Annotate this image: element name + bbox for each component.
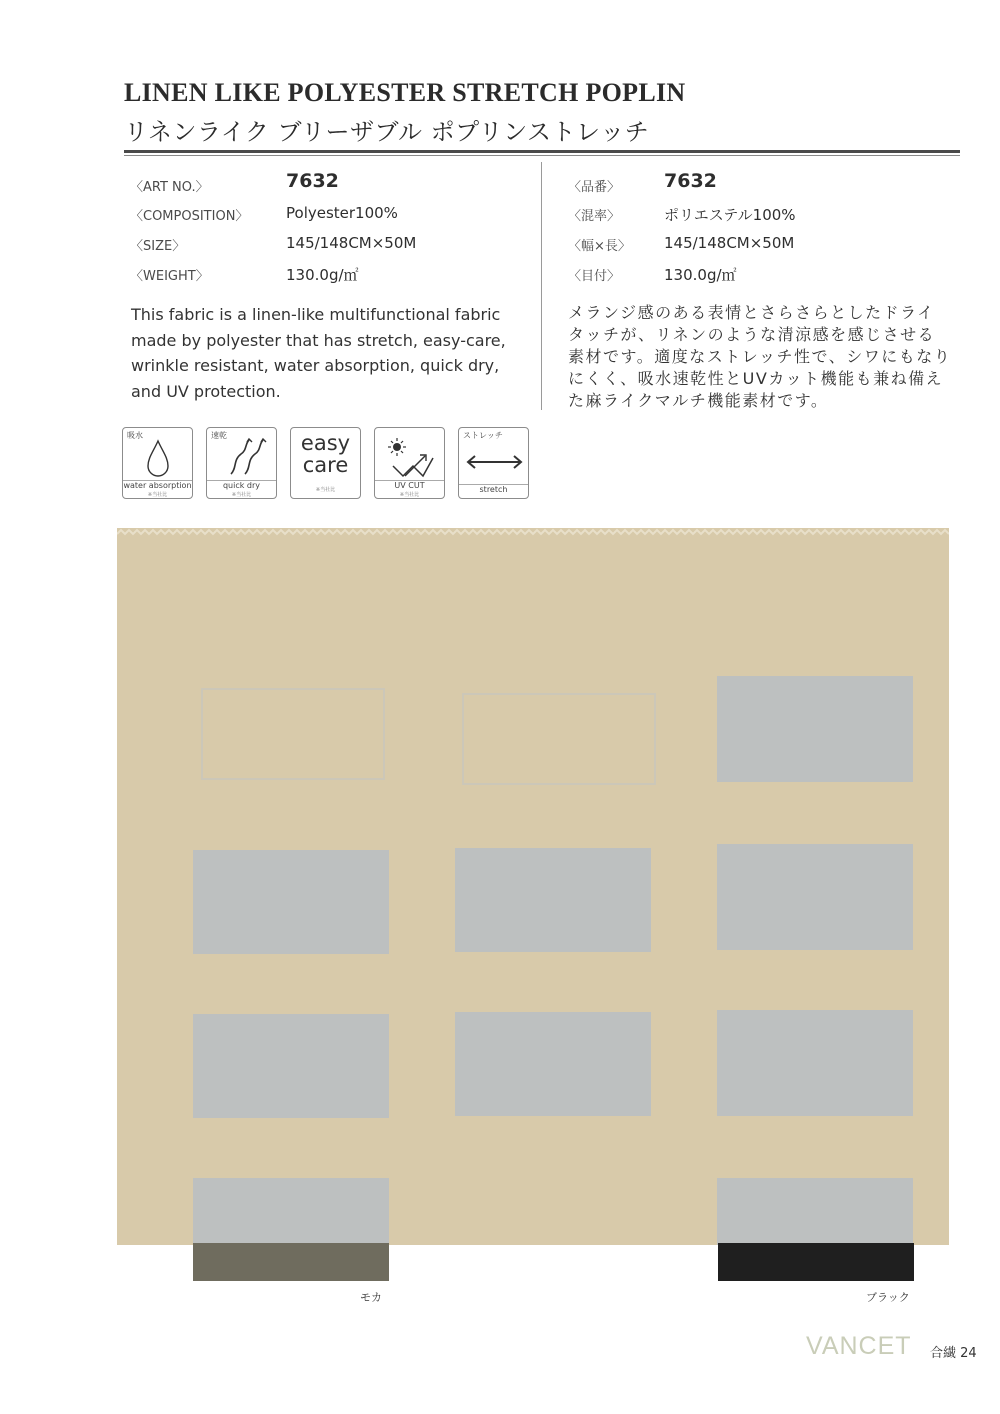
easy-care-icon: easy care xyxy=(300,431,351,477)
spec-value-art-no: 7632 xyxy=(286,170,339,192)
feature-label: quick dry xyxy=(207,480,276,490)
pinked-edge xyxy=(117,528,949,540)
quick-dry-icon xyxy=(207,428,278,480)
swatch-patch xyxy=(193,1014,389,1118)
feature-quick-dry xyxy=(206,427,277,499)
spec-value-hinban: 7632 xyxy=(664,170,717,192)
swatch-label-black: ブラック xyxy=(866,1291,910,1304)
swatch-patch xyxy=(193,850,389,954)
spec-label-weight: 〈WEIGHT〉 xyxy=(130,269,209,284)
feature-caption: 吸水 xyxy=(127,431,143,440)
spec-value-haba: 145/148CM×50M xyxy=(664,234,795,252)
swatch-label-moka: モカ xyxy=(360,1291,382,1304)
swatch-patch xyxy=(717,1178,913,1245)
spec-value-weight: 130.0g/㎡ xyxy=(286,266,359,284)
feature-stretch xyxy=(458,427,529,499)
title-english: LINEN LIKE POLYESTER STRETCH POPLIN xyxy=(124,78,686,107)
swatch-patch xyxy=(462,693,656,785)
spec-label-konritsu: 〈混率〉 xyxy=(568,209,621,224)
feature-note: ※当社比 xyxy=(231,492,252,498)
spec-value-konritsu: ポリエステル100% xyxy=(664,206,796,224)
feature-note: ※当社比 xyxy=(147,492,168,498)
spec-label-haba: 〈幅×長〉 xyxy=(568,239,631,254)
swatch-patch xyxy=(717,676,913,782)
spec-value-composition: Polyester100% xyxy=(286,204,398,222)
title-japanese: リネンライク ブリーザブル ポプリンストレッチ xyxy=(124,118,650,146)
feature-caption: ストレッチ xyxy=(463,431,503,440)
feature-note: ※当社比 xyxy=(399,492,420,498)
swatch-patch xyxy=(717,844,913,950)
swatch-patch xyxy=(201,688,385,780)
spec-label-metsuke: 〈目付〉 xyxy=(568,269,621,284)
spec-label-art-no: 〈ART NO.〉 xyxy=(130,180,209,195)
header-rule-thin xyxy=(124,155,960,156)
column-divider xyxy=(541,162,542,410)
swatch-patch xyxy=(193,1178,389,1245)
feature-label: UV CUT xyxy=(375,480,444,490)
uv-cut-icon xyxy=(375,428,446,480)
feature-note: ※当社比 xyxy=(315,487,336,493)
feature-label: stretch xyxy=(459,484,528,494)
swatch-patch xyxy=(455,1012,651,1116)
spec-label-size: 〈SIZE〉 xyxy=(130,239,186,254)
brand-logo: VANCET xyxy=(806,1332,912,1360)
fabric-swatch xyxy=(117,528,949,1245)
page-number: 合繊 24 xyxy=(930,1346,977,1361)
feature-water-absorption xyxy=(122,427,193,499)
water-drop-icon xyxy=(123,428,194,480)
feature-caption: 速乾 xyxy=(211,431,227,440)
swatch-patch xyxy=(717,1010,913,1116)
swatch-moka xyxy=(193,1243,389,1281)
stretch-arrow-icon xyxy=(459,428,530,480)
swatch-patch xyxy=(455,848,651,952)
spec-value-size: 145/148CM×50M xyxy=(286,234,417,252)
feature-uv-cut xyxy=(374,427,445,499)
feature-label: water absorption xyxy=(123,481,192,490)
swatch-black xyxy=(718,1243,914,1281)
spec-label-composition: 〈COMPOSITION〉 xyxy=(130,209,249,224)
description-english: This fabric is a linen-like multifunctional fabric made by polyester that has stretch, easy-care, wrinkle resistant, water absorption, quick dry, and UV protection. xyxy=(131,305,506,401)
spec-label-hinban: 〈品番〉 xyxy=(568,180,621,195)
feature-easy-care xyxy=(290,427,361,499)
spec-value-metsuke: 130.0g/㎡ xyxy=(664,266,737,284)
description-japanese: メランジ感のある表情とさらさらとしたドライタッチが、リネンのような清涼感を感じさせる素材です。適度なストレッチ性で、シワにもなりにくく、吸水速乾性とUVカット機能も兼ね備えた麻ライクマルチ機能素材です。 xyxy=(568,303,952,410)
header-rule xyxy=(124,150,960,153)
